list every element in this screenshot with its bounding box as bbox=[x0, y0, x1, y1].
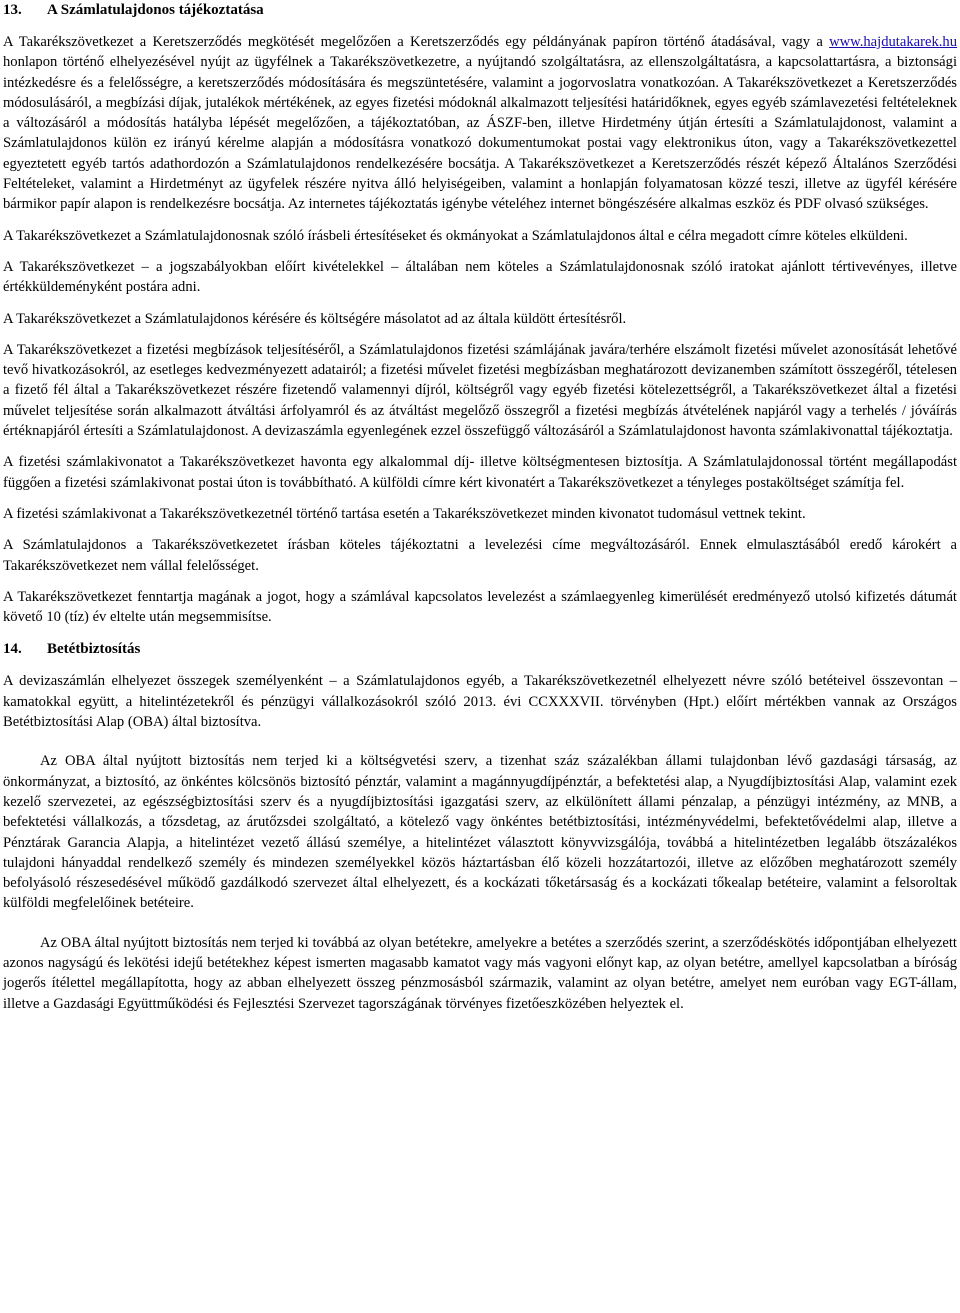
section-number: 13. bbox=[3, 2, 22, 18]
paragraph-address-change: A Számlatulajdonos a Takarékszövetkezetet írásban köteles tájékoztatni a levelezési címe megváltozásáról. Ennek elmulasztásából eredő károkért a Takarékszövetkezet nem vállal felelősséget. bbox=[3, 537, 957, 574]
paragraph-written-notices: A Takarékszövetkezet a Számlatulajdonosnak szóló írásbeli értesítéseket és okmányokat a Számlatulajdonos által e célra megadott címre köteles elküldeni. bbox=[3, 227, 908, 244]
section-13-heading bbox=[3, 0, 957, 20]
paragraph-registered-mail: A Takarékszövetkezet – a jogszabályokban előírt kivételekkel – általában nem köteles a Számlatulajdonosnak szóló iratokat ajánlott tértivevényes, illetve értékküldeményként postára adni. bbox=[3, 258, 957, 296]
section-title: A Számlatulajdonos tájékoztatása bbox=[47, 2, 264, 18]
paragraph-correspondence-destruction: A Takarékszövetkezet fenntartja magának a jogot, hogy a számlával kapcsolatos levelezést a számlaegyenleg kimerülését eredményező utolsó kifizetés dátumát követő 10 (tíz) év eltelte után megsemmisítse. bbox=[3, 588, 957, 626]
paragraph-oba-exclusions: Az OBA által nyújtott biztosítás nem terjed ki a költségvetési szerv, a tizenhat száz százalékban állami tulajdonban lévő gazdasági társaság, az önkormányzat, a biztosító, az önkéntes kölcsönös biztosító pénztár, valamint a magánnyugdíjpénztár, a befektetési alap, a Nyugdíjbiztosítási Alap, valamint ezek kezelő szervezetei, az egészségbiztosítási szerv és a nyugdíjbiztosítási igazgatási szerv, az elkülönített állami pénzalap, a pénzügyi intézmény, az MNB, a befektetési vállalkozás, a tőzsdetag, az árutőzsdei szolgáltató, a kötelező vagy önkéntes betétbiztosítási, intézményvédelmi, befektetővédelmi alap, illetve a Pénztárak Garancia Alapja, a hitelintézet vezető állású személye, a hitelintézet választott könyvvizsgálója, továbbá a hitelintézetben legalább ötszázalékos tulajdoni hányaddal rendelkező személy és mindezen személyekkel közös háztartásban élő közeli hozzátartozói, illetve az előzőben meghatározott személy befolyásoló részesedésével működő gazdálkodó szervezet által elhelyezett, és a kockázati tőketársaság és a kockázati tőkealap betéteire, valamint a felsoroltak külföldi megfelelőinek betéteire. bbox=[3, 753, 957, 912]
section-number: 14. bbox=[3, 641, 22, 658]
section-14-heading bbox=[3, 639, 957, 659]
paragraph-information-methods bbox=[3, 32, 957, 215]
paragraph-account-statement: A fizetési számlakivonatot a Takarékszövetkezet havonta egy alkalommal díj- illetve költségmentesen biztosítja. A Számlatulajdonossal történt megállapodást függően a fizetési számlakivonat postai úton is továbbítható. A külföldi címre kért kivonatért a Takarékszövetkezet a tényleges postaköltséget számítja fel. bbox=[3, 454, 957, 491]
paragraph-oba-further-exclusions: Az OBA által nyújtott biztosítás nem terjed ki továbbá az olyan betétekre, amelyekre a betétes a szerződés szerint, a szerződéskötés időpontjában elhelyezett azonos nagyságú és lekötési idejű betétekhez képest ismerten magasabb kamatot vagy más vagyoni előnyt kap, az olyan betétre, amellyel kapcsolatban a bíróság jogerős ítélettel megállapította, hogy az abban elhelyezett összeg pénzmosásból származik, valamint az olyan betétre, amelyet nem euróban vagy EGT-állam, illetve a Gazdasági Együttműködési és Fejlesztési Szervezet tagországának törvényes fizetőeszközében helyeztek el. bbox=[3, 934, 957, 1012]
paragraph-copies: A Takarékszövetkezet a Számlatulajdonos kérésére és költségére másolatot ad az általa küldött értesítésről. bbox=[3, 310, 627, 327]
paragraph-text: honlapon történő elhelyezésével nyújt az ügyfélnek a Takarékszövetkezetre, a nyújtandó szolgáltatásra, az ellenszolgáltatásra, a kapcsolattartásra, a biztonsági intézkedésre és a felelősségre, a keretszerződés módosítására és megszüntetésére, valamint a jogorvoslatra vonatkozóan. A Takarékszövetkezet a Keretszerződés módosulásáról, a megbízási díjak, jutalékok mértékének, az egyes fizetési módoknál alkalmazott teljesítési határidőknek, egyes egyéb számlavezetési feltételeknek a változásáról a módosítás hatályba lépését megelőzően, a tájékoztatóban, az ÁSZF-ben, illetve Hirdetmény útján értesíti a Számlatulajdonost, valamint a Számlatulajdonos külön ez irányú kérelme alapján a módosításra vonatkozó dokumentumokat postai vagy elektronikus úton, vagy a Takarékszövetkezettel egyeztetett egyéb tartós adathordozón a Számlatulajdonos rendelkezésére bocsátja. A Takarékszövetkezet a Keretszerződés részét képező Általános Szerződési Feltételeket, valamint a Hirdetményt az ügyfelek részére nyitva álló helyiségeiben, valamint a honlapján folyamatosan közzé teszi, illetve az ügyfél kérésére bármikor papír alapon is rendelkezésre bocsátja. Az internetes tájékoztatás igénybe vételéhez internet böngészésére alkalmas eszköz és PDF olvasó szükséges. bbox=[3, 54, 957, 213]
paragraph-text: A Takarékszövetkezet a Keretszerződés megkötését megelőzően a Keretszerződés egy példányának papíron történő átadásával, vagy a bbox=[3, 34, 830, 50]
section-title: Betétbiztosítás bbox=[47, 641, 141, 658]
paragraph-payment-notification: A Takarékszövetkezet a fizetési megbízások teljesítéséről, a Számlatulajdonos fizetési számlájának javára/terhére elszámolt fizetési művelet azonosítását lehetővé tevő hivatkozásokról, az esetleges kedvezményezett adatairól; a fizetési művelet fizetési megbízásban meghatározott devizanemben számított összegéről, tételesen a fizető fél által a Takarékszövetkezet részére fizetendő valamennyi díjról, költségről vagy egyéb fizetési kötelezettségről, a Takarékszövetkezet által a fizetési művelet teljesítése során alkalmazott átváltási árfolyamról és az átváltást megelőző összegről a fizetési megbízás átvételének napjáról vagy a terhelés / jóváírás értéknapjáról értesíti a Számlatulajdonost. A devizaszámla egyenlegének ezzel összefüggő változásáról a Számlatulajdonost havonta számlakivonattal tájékoztatja. bbox=[3, 341, 957, 440]
paragraph-statement-retention: A fizetési számlakivonat a Takarékszövetkezetnél történő tartása esetén a Takarékszövetkezet minden kivonatot tudomásul vettnek tekint. bbox=[3, 505, 806, 522]
paragraph-deposit-insurance: A devizaszámlán elhelyezet összegek személyenként – a Számlatulajdonos egyéb, a Takarékszövetkezetnél elhelyezett névre szóló betéteivel összevontan – kamatokkal együtt, a hitelintézetekről és pénzügyi vállalkozásokról szóló 2013. évi CCXXXVII. törvényben (Hpt.) előírt mértékben vannak az Országos Betétbiztosítási Alap (OBA) által biztosítva. bbox=[3, 673, 957, 731]
website-link[interactable]: www.hajdutakarek.hu bbox=[829, 34, 957, 50]
